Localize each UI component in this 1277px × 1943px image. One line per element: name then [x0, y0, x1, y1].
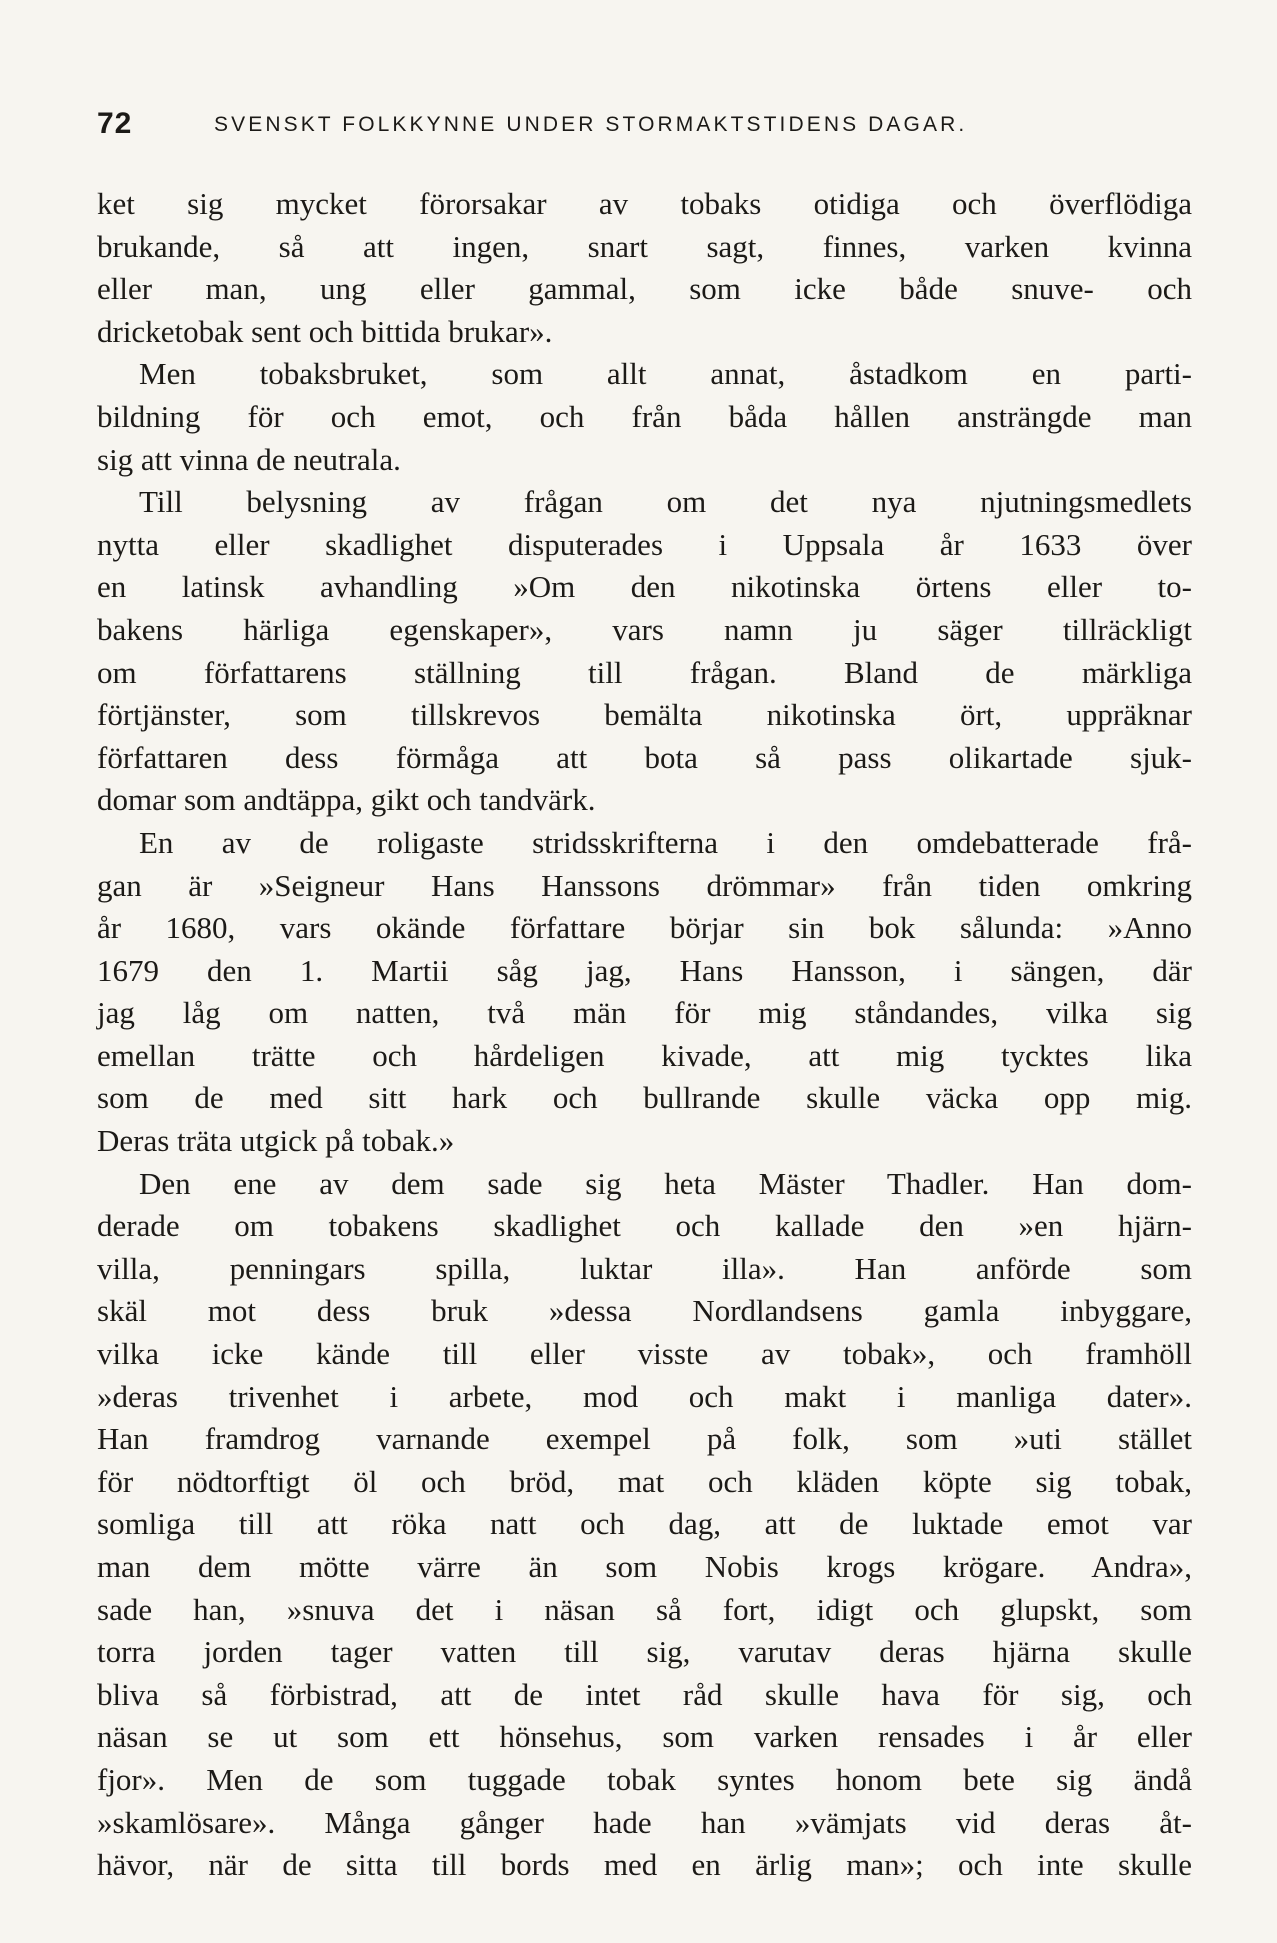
text-line: en latinsk avhandling »Om den nikotinska örtens eller to-	[97, 569, 1192, 605]
text-line: bliva så förbistrad, att de intet råd skulle hava för sig, och	[97, 1676, 1192, 1712]
text-line: Han framdrog varnande exempel på folk, som »uti stället	[97, 1421, 1192, 1457]
text-line: gan är »Seigneur Hans Hanssons drömmar» från tiden omkring	[97, 867, 1192, 903]
text-line: Den ene av dem sade sig heta Mäster Thadler. Han dom-	[139, 1165, 1192, 1201]
paragraph-2	[97, 353, 1192, 481]
running-title: SVENSKT FOLKKYNNE UNDER STORMAKTSTIDENS DAGAR.	[214, 113, 968, 136]
page-number: 72	[97, 107, 133, 140]
text-line: derade om tobakens skadlighet och kallade den »en hjärn-	[97, 1208, 1192, 1244]
text-line: dricketobak sent och bittida brukar».	[97, 313, 553, 349]
text-line: ket sig mycket förorsakar av tobaks otidiga och överflödiga	[97, 186, 1192, 221]
text-line: villa, penningars spilla, luktar illa». Han anförde som	[97, 1250, 1192, 1286]
text-line: om författarens ställning till frågan. Bland de märkliga	[97, 654, 1192, 690]
text-line: år 1680, vars okände författare börjar sin bok sålunda: »Anno	[97, 910, 1192, 946]
text-line: vilka icke kände till eller visste av tobak», och framhöll	[97, 1336, 1192, 1372]
text-line: eller man, ung eller gammal, som icke både snuve- och	[97, 271, 1192, 307]
paragraph-1	[97, 183, 1192, 353]
text-line: skäl mot dess bruk »dessa Nordlandsens gamla inbyggare,	[97, 1293, 1192, 1329]
text-line: Men tobaksbruket, som allt annat, åstadkom en parti-	[139, 356, 1192, 392]
text-line: »skamlösare». Många gånger hade han »vämjats vid deras åt-	[97, 1804, 1192, 1840]
text-line: domar som andtäppa, gikt och tandvärk.	[97, 782, 596, 818]
text-line: nytta eller skadlighet disputerades i Uppsala år 1633 över	[97, 526, 1192, 562]
text-line: En av de roligaste stridsskrifterna i den omdebatterade frå-	[139, 824, 1192, 860]
paragraph-3	[97, 481, 1192, 822]
text-line: förtjänster, som tillskrevos bemälta nikotinska ört, uppräknar	[97, 697, 1192, 733]
text-line: brukande, så att ingen, snart sagt, finnes, varken kvinna	[97, 228, 1192, 264]
text-line: man dem mötte värre än som Nobis krogs krögare. Andra»,	[97, 1549, 1192, 1584]
text-line: bildning för och emot, och från båda hållen ansträngde man	[97, 398, 1192, 434]
text-line: somliga till att röka natt och dag, att de luktade emot var	[97, 1506, 1192, 1542]
text-line: bakens härliga egenskaper», vars namn ju säger tillräckligt	[97, 611, 1192, 647]
text-line: som de med sitt hark och bullrande skulle väcka opp mig.	[97, 1080, 1192, 1116]
text-line: hävor, när de sitta till bords med en ärlig man»; och inte skulle	[97, 1847, 1192, 1883]
text-line: jag låg om natten, två män för mig ståndandes, vilka sig	[97, 995, 1192, 1031]
running-header	[97, 104, 1192, 144]
text-line: 1679 den 1. Martii såg jag, Hans Hansson, i sängen, där	[97, 952, 1192, 988]
text-line: sade han, »snuva det i näsan så fort, idigt och glupskt, som	[97, 1591, 1192, 1627]
text-line: Deras träta utgick på tobak.»	[97, 1123, 455, 1159]
text-line: sig att vinna de neutrala.	[97, 441, 401, 477]
text-line: torra jorden tager vatten till sig, varutav deras hjärna skulle	[97, 1634, 1192, 1670]
text-line: Till belysning av frågan om det nya njutningsmedlets	[139, 484, 1192, 520]
paragraph-5	[97, 1163, 1192, 1887]
paragraph-4	[97, 822, 1192, 1163]
text-line: fjor». Men de som tuggade tobak syntes honom bete sig ändå	[97, 1761, 1192, 1797]
text-line: emellan trätte och hårdeligen kivade, att mig tycktes lika	[97, 1037, 1192, 1073]
body-text	[97, 183, 1192, 1887]
text-line: näsan se ut som ett hönsehus, som varken rensades i år eller	[97, 1719, 1192, 1755]
text-line: för nödtorftigt öl och bröd, mat och kläden köpte sig tobak,	[97, 1463, 1192, 1499]
text-line: författaren dess förmåga att bota så pass olikartade sjuk-	[97, 739, 1192, 775]
text-line: »deras trivenhet i arbete, mod och makt i manliga dater».	[97, 1378, 1192, 1414]
